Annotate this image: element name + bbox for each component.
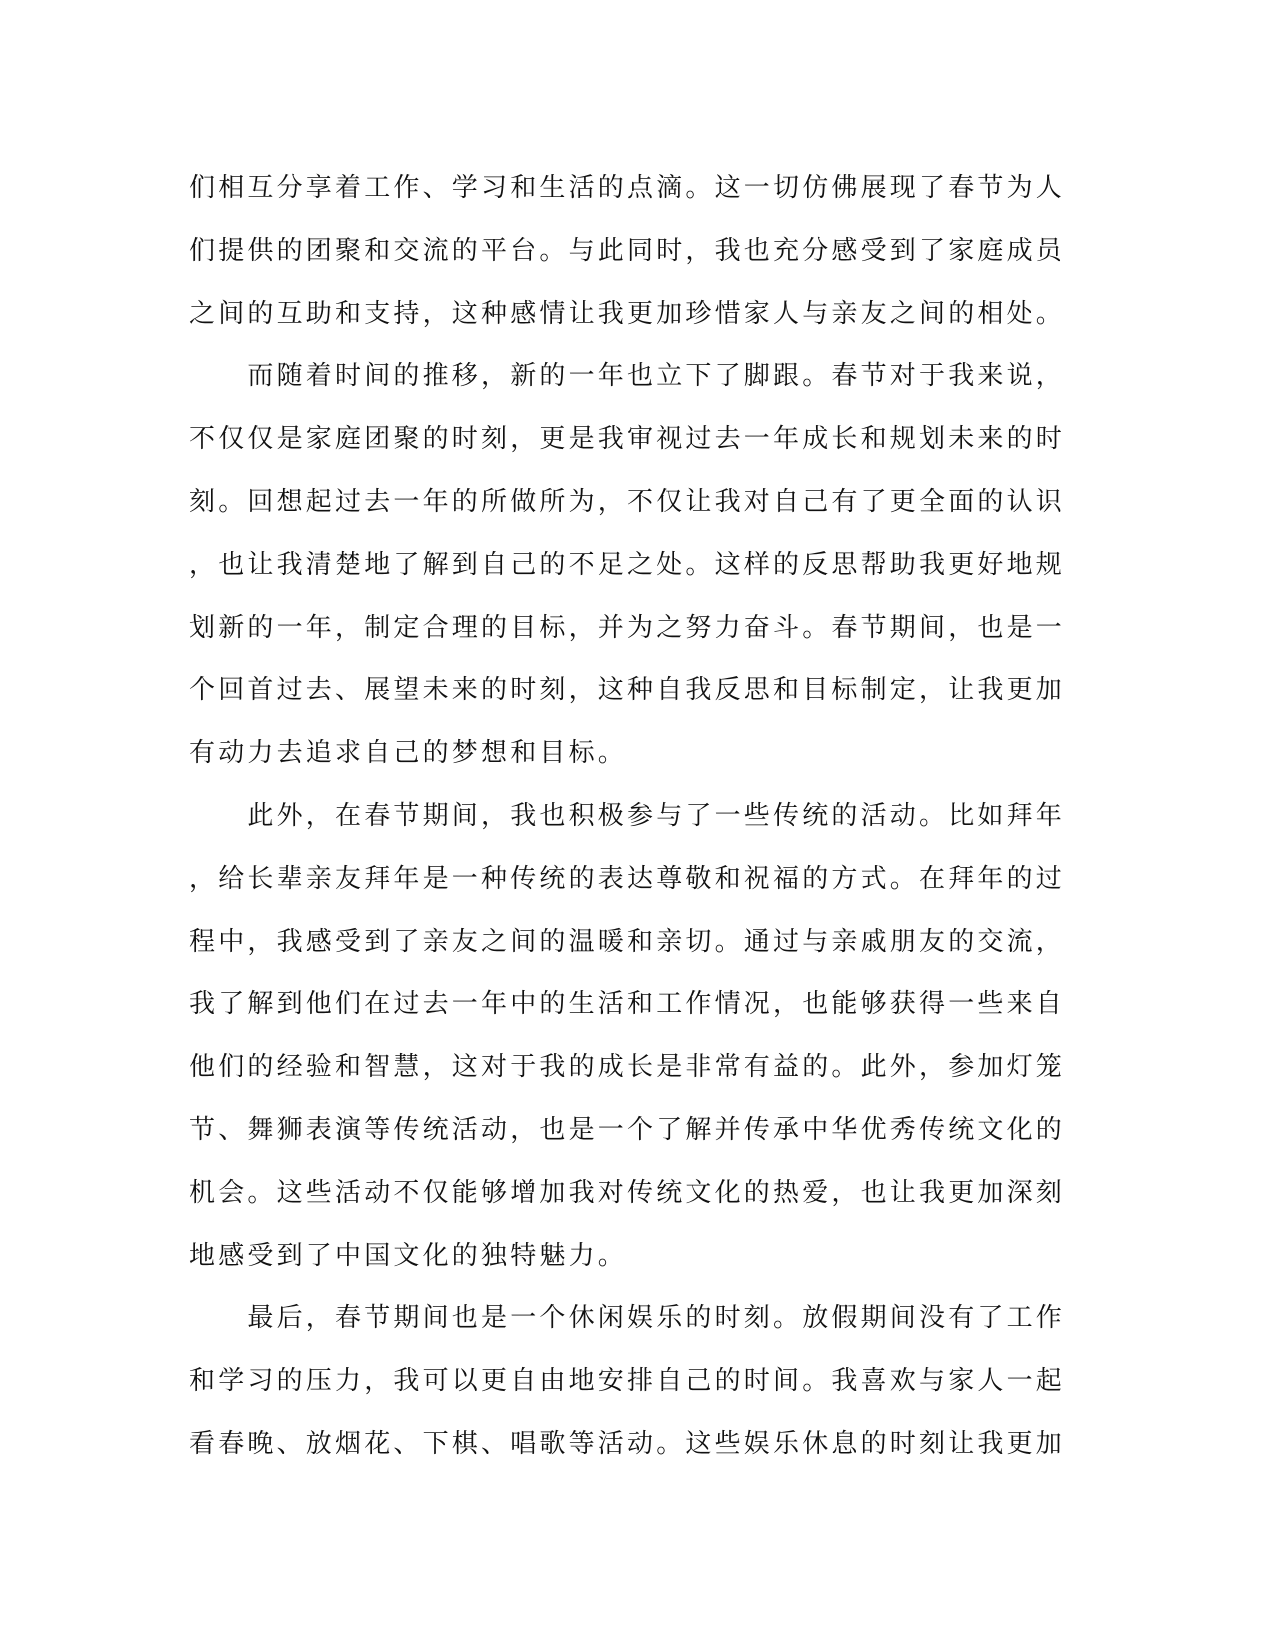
text-line: 而随着时间的推移，新的一年也立下了脚跟。春节对于我来说，	[189, 361, 1066, 392]
text-line: 地感受到了中国文化的独特魅力。	[189, 1240, 628, 1271]
text-line: 有动力去追求自己的梦想和目标。	[189, 738, 628, 769]
body-text	[189, 157, 1089, 1476]
text-line: 划新的一年，制定合理的目标，并为之努力奋斗。春节期间，也是一	[189, 612, 1066, 643]
text-line: ，给长辈亲友拜年是一种传统的表达尊敬和祝福的方式。在拜年的过	[189, 863, 1066, 894]
text-line: ，也让我清楚地了解到自己的不足之处。这样的反思帮助我更好地规	[189, 549, 1066, 580]
text-line: 们提供的团聚和交流的平台。与此同时，我也充分感受到了家庭成员	[189, 235, 1066, 266]
text-line: 程中，我感受到了亲友之间的温暖和亲切。通过与亲戚朋友的交流，	[189, 926, 1066, 957]
text-line: 最后，春节期间也是一个休闲娱乐的时刻。放假期间没有了工作	[189, 1303, 1066, 1334]
text-line: 他们的经验和智慧，这对于我的成长是非常有益的。此外，参加灯笼	[189, 1052, 1066, 1083]
text-line: 们相互分享着工作、学习和生活的点滴。这一切仿佛展现了春节为人	[189, 173, 1066, 203]
text-line: 看春晚、放烟花、下棋、唱歌等活动。这些娱乐休息的时刻让我更加	[189, 1428, 1066, 1459]
text-line: 个回首过去、展望未来的时刻，这种自我反思和目标制定，让我更加	[189, 675, 1066, 706]
text-line: 刻。回想起过去一年的所做所为，不仅让我对自己有了更全面的认识	[189, 486, 1066, 517]
text-line: 我了解到他们在过去一年中的生活和工作情况，也能够获得一些来自	[189, 989, 1066, 1020]
text-line: 节、舞狮表演等传统活动，也是一个了解并传承中华优秀传统文化的	[189, 1114, 1066, 1145]
text-line: 此外，在春节期间，我也积极参与了一些传统的活动。比如拜年	[189, 800, 1066, 831]
text-line: 不仅仅是家庭团聚的时刻，更是我审视过去一年成长和规划未来的时	[189, 424, 1066, 455]
text-line: 机会。这些活动不仅能够增加我对传统文化的热爱，也让我更加深刻	[189, 1177, 1066, 1208]
text-line: 和学习的压力，我可以更自由地安排自己的时间。我喜欢与家人一起	[189, 1366, 1066, 1397]
text-line: 之间的互助和支持，这种感情让我更加珍惜家人与亲友之间的相处。	[189, 298, 1066, 329]
